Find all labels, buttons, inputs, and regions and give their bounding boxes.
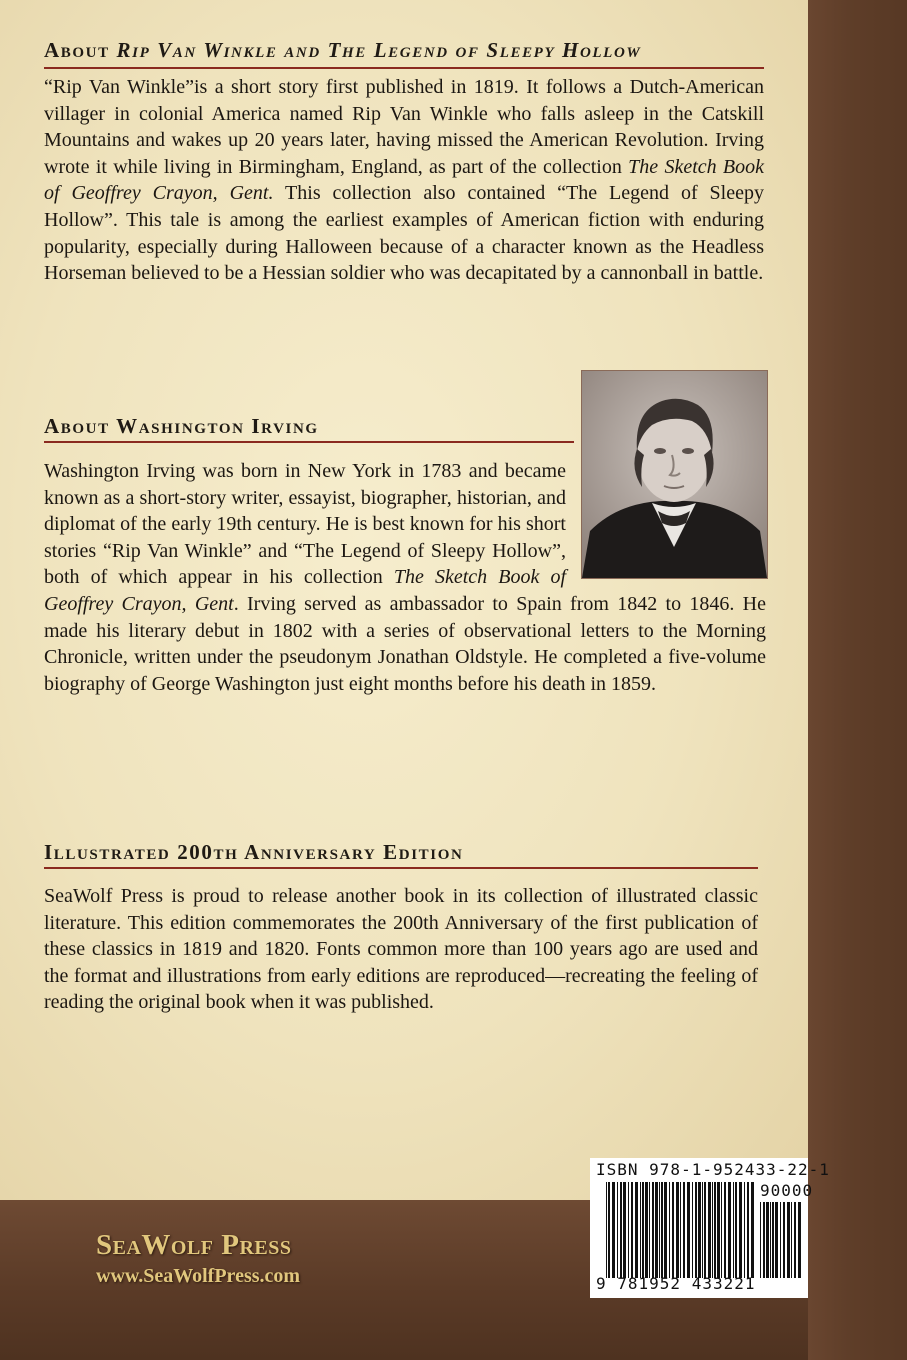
ean-number: 9 781952 433221 (596, 1274, 756, 1293)
barcode-bar (635, 1182, 638, 1278)
barcode-bar (735, 1182, 737, 1278)
barcode-bar (744, 1182, 745, 1278)
heading-prefix: About (44, 38, 110, 62)
barcode-bar (772, 1202, 774, 1278)
barcode-bar (628, 1182, 629, 1278)
barcode-bar (669, 1182, 670, 1278)
barcode-bar (620, 1182, 622, 1278)
barcode-bar (775, 1202, 778, 1278)
stories-book-title: The Sketch Book of Geoffrey Crayon, Gent. (44, 155, 764, 205)
publisher-name: SeaWolf Press (96, 1229, 292, 1261)
barcode-bar (798, 1202, 801, 1278)
stories-text-a: “Rip Van Winkle”is a short story first published in 1819. It follows a Dutch-American villager in colonial America named Rip Van Winkle who falls asleep in the Catskill Mountains and wakes up 20 years later, having missed the American Revolution. Irving wrote it while living in Birmingham, England, as part of the collection (44, 76, 764, 178)
barcode-bar (721, 1182, 722, 1278)
barcode-bar (702, 1182, 703, 1278)
barcode-bar (617, 1182, 618, 1278)
barcode-bar (687, 1182, 690, 1278)
barcode-bar (623, 1182, 626, 1278)
heading-title-italic: Rip Van Winkle and The Legend of Sleepy Hollow (116, 38, 642, 62)
spine-strip (808, 0, 907, 1360)
irving-text-a: Washington Irving was born in New York in 1783 and became known as a short-story writer, essayist, biographer, historian, and diplomat of the early 19th century. He is best known for his short stories “Rip Van Winkle” and “The Legend of Sleepy Hollow”, both of which appear in his collection (44, 460, 566, 589)
barcode-bar (704, 1182, 706, 1278)
isbn-label: ISBN 978-1-952433-22-1 (596, 1160, 830, 1179)
barcode-bar (717, 1182, 720, 1278)
barcode-bar (659, 1182, 660, 1278)
barcode-bar (739, 1182, 742, 1278)
barcode-bar (760, 1202, 761, 1278)
barcode-bar (680, 1182, 681, 1278)
barcode-bar (791, 1202, 792, 1278)
barcode-bar (783, 1202, 785, 1278)
irving-book-title: The Sketch Book of Geoffrey Crayon, Gent (44, 566, 567, 615)
barcode-bar (606, 1182, 607, 1278)
ean-barcode-bars (606, 1182, 756, 1278)
barcode-bar (683, 1182, 685, 1278)
barcode-bar (695, 1182, 697, 1278)
barcode-bar (708, 1182, 711, 1278)
barcode-bar (649, 1182, 650, 1278)
barcode-bar (763, 1202, 765, 1278)
edition-paragraph: SeaWolf Press is proud to release another book in its collection of illustrated classic literature. This edition commemorates the 200th Anniversary of the first publication of these classics in 1819 and 1820. Fonts common more than 100 years ago are used and the format and illustrations from early editions are reproduced—recreating the feeling of reading the original book when it was published. (44, 885, 758, 1014)
barcode-bar (661, 1182, 663, 1278)
barcode-bar (733, 1182, 734, 1278)
irving-paragraph (44, 458, 766, 697)
barcode-bar (698, 1182, 701, 1278)
barcode-bar (655, 1182, 658, 1278)
section-heading-about-stories (44, 38, 641, 63)
barcode-bar (631, 1182, 633, 1278)
barcode-bar (728, 1182, 731, 1278)
barcode-bar (676, 1182, 679, 1278)
barcode-bar (640, 1182, 641, 1278)
barcode-bar (766, 1202, 769, 1278)
irving-text-b: . Irving served as ambassador to Spain from 1842 to 1846. He made his literary debut in 1802 with a series of observational letters to the Morning Chronicle, written under the pseudonym Jonathan Oldstyle. He completed a five-volume biography of George Washington just eight months before his death in 1859. (44, 592, 766, 695)
stories-paragraph (44, 74, 764, 287)
heading-rule (44, 867, 758, 869)
portrait-text-wrap-spacer (566, 458, 766, 588)
isbn-barcode (590, 1158, 830, 1298)
section-heading-edition: Illustrated 200th Anniversary Edition (44, 840, 464, 864)
barcode-bar (747, 1182, 749, 1278)
section-heading-about-irving: About Washington Irving (44, 414, 319, 438)
barcode-bar (652, 1182, 654, 1278)
barcode-bar (612, 1182, 615, 1278)
barcode-bar (608, 1182, 610, 1278)
price-addon-label: 90000 (760, 1181, 814, 1200)
barcode-bar (642, 1182, 644, 1278)
barcode-bar (770, 1202, 771, 1278)
heading-rule (44, 67, 764, 69)
barcode-bar (724, 1182, 726, 1278)
barcode-bar (664, 1182, 667, 1278)
barcode-bar (692, 1182, 693, 1278)
barcode-bar (645, 1182, 648, 1278)
barcode-bar (751, 1182, 754, 1278)
heading-rule (44, 441, 574, 443)
barcode-bar (787, 1202, 790, 1278)
barcode-bar (714, 1182, 716, 1278)
barcode-bar (794, 1202, 796, 1278)
stories-text-b: This collection also contained “The Legend of Sleepy Hollow”. This tale is among the earliest examples of American fiction with enduring popularity, especially during Halloween because of a character known as the Headless Horseman believed to be a Hessian soldier who was decapitated by a cannonball in battle. (44, 182, 764, 285)
barcode-bar (672, 1182, 674, 1278)
barcode-bar (780, 1202, 781, 1278)
addon-barcode-bars (760, 1202, 804, 1278)
barcode-bar (712, 1182, 713, 1278)
publisher-url: www.SeaWolfPress.com (96, 1265, 301, 1287)
